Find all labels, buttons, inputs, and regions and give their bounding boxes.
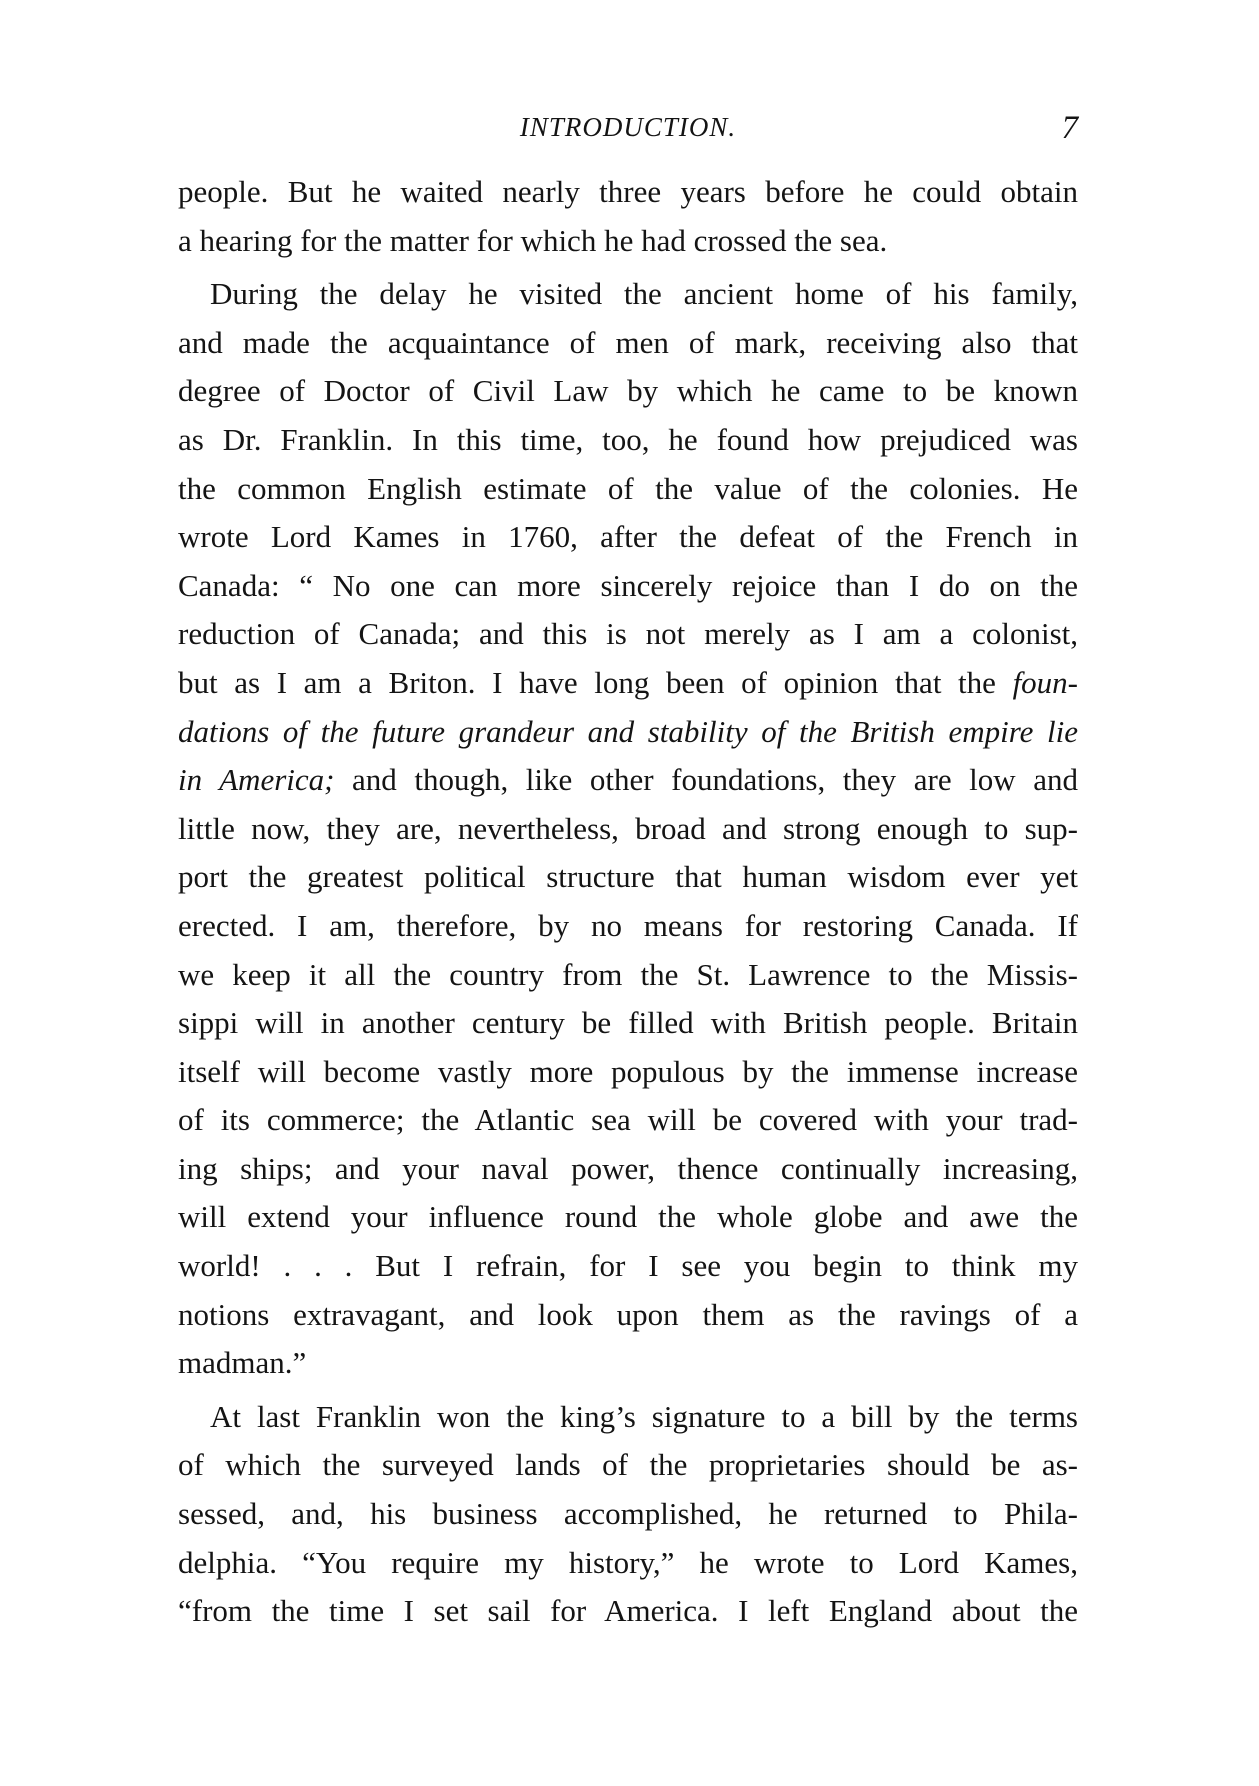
running-title: INTRODUCTION. — [519, 112, 737, 142]
text-line: wrote Lord Kames in 1760, after the defeat of the French in — [178, 519, 1078, 555]
text-line: reduction of Canada; and this is not merely as I am a colonist, — [178, 616, 1078, 652]
text-line: and made the acquaintance of men of mark, receiving also that — [178, 324, 1078, 360]
paragraph-3 — [178, 1393, 1078, 1636]
page-number: 7 — [1061, 110, 1078, 146]
text-line — [178, 708, 1078, 757]
text-line: we keep it all the country from the St. Lawrence to the Missis- — [178, 956, 1078, 992]
text-line: notions extravagant, and look upon them as the ravings of a — [178, 1296, 1078, 1332]
text-line: sessed, and, his business accomplished, he returned to Phila- — [178, 1496, 1078, 1532]
italic-quote: dations of the future grandeur and stability of the British empire lie — [178, 713, 1078, 749]
text-line: delphia. “You require my history,” he wrote to Lord Kames, — [178, 1544, 1078, 1580]
text-line — [178, 659, 1078, 708]
text-line: Canada: “ No one can more sincerely rejoice than I do on the — [178, 567, 1078, 603]
text-line: little now, they are, nevertheless, broad and strong enough to sup- — [178, 810, 1078, 846]
text-line: ing ships; and your naval power, thence continually increasing, — [178, 1150, 1078, 1186]
text-line: sippi will in another century be filled with British people. Britain — [178, 1005, 1078, 1041]
italic-quote: in America; — [178, 762, 335, 798]
text-run: and though, like other foundations, they are low and — [334, 762, 1078, 798]
text-line: world! . . . But I refrain, for I see you begin to think my — [178, 1248, 1078, 1284]
text-run: but as I am a Briton. I have long been of opinion that the — [178, 664, 1013, 700]
text-line: degree of Doctor of Civil Law by which he came to be known — [178, 373, 1078, 409]
italic-quote: foun- — [1012, 664, 1078, 700]
text-line: madman.” — [178, 1345, 307, 1381]
text-line: the common English estimate of the value of the colonies. He — [178, 470, 1078, 506]
text-line: During the delay he visited the ancient home of his family, — [210, 276, 1078, 312]
text-line: of its commerce; the Atlantic sea will be covered with your trad- — [178, 1102, 1078, 1138]
text-line: At last Franklin won the king’s signature to a bill by the terms — [210, 1398, 1078, 1434]
text-line: erected. I am, therefore, by no means for restoring Canada. If — [178, 907, 1078, 943]
text-line: itself will become vastly more populous by the immense increase — [178, 1053, 1078, 1089]
text-line — [178, 756, 1078, 805]
text-line: of which the surveyed lands of the proprietaries should be as- — [178, 1447, 1078, 1483]
text-line: as Dr. Franklin. In this time, too, he found how prejudiced was — [178, 421, 1078, 457]
body-text — [178, 168, 1078, 1636]
text-line: port the greatest political structure that human wisdom ever yet — [178, 859, 1078, 895]
running-head — [178, 112, 1078, 162]
text-line: will extend your influence round the whole globe and awe the — [178, 1199, 1078, 1235]
paragraph-2 — [178, 270, 1078, 1388]
text-line: a hearing for the matter for which he had crossed the sea. — [178, 222, 888, 258]
paragraph-1 — [178, 168, 1078, 265]
text-line: “from the time I set sail for America. I left England about the — [178, 1593, 1078, 1629]
text-line: people. But he waited nearly three years before he could obtain — [178, 174, 1078, 209]
